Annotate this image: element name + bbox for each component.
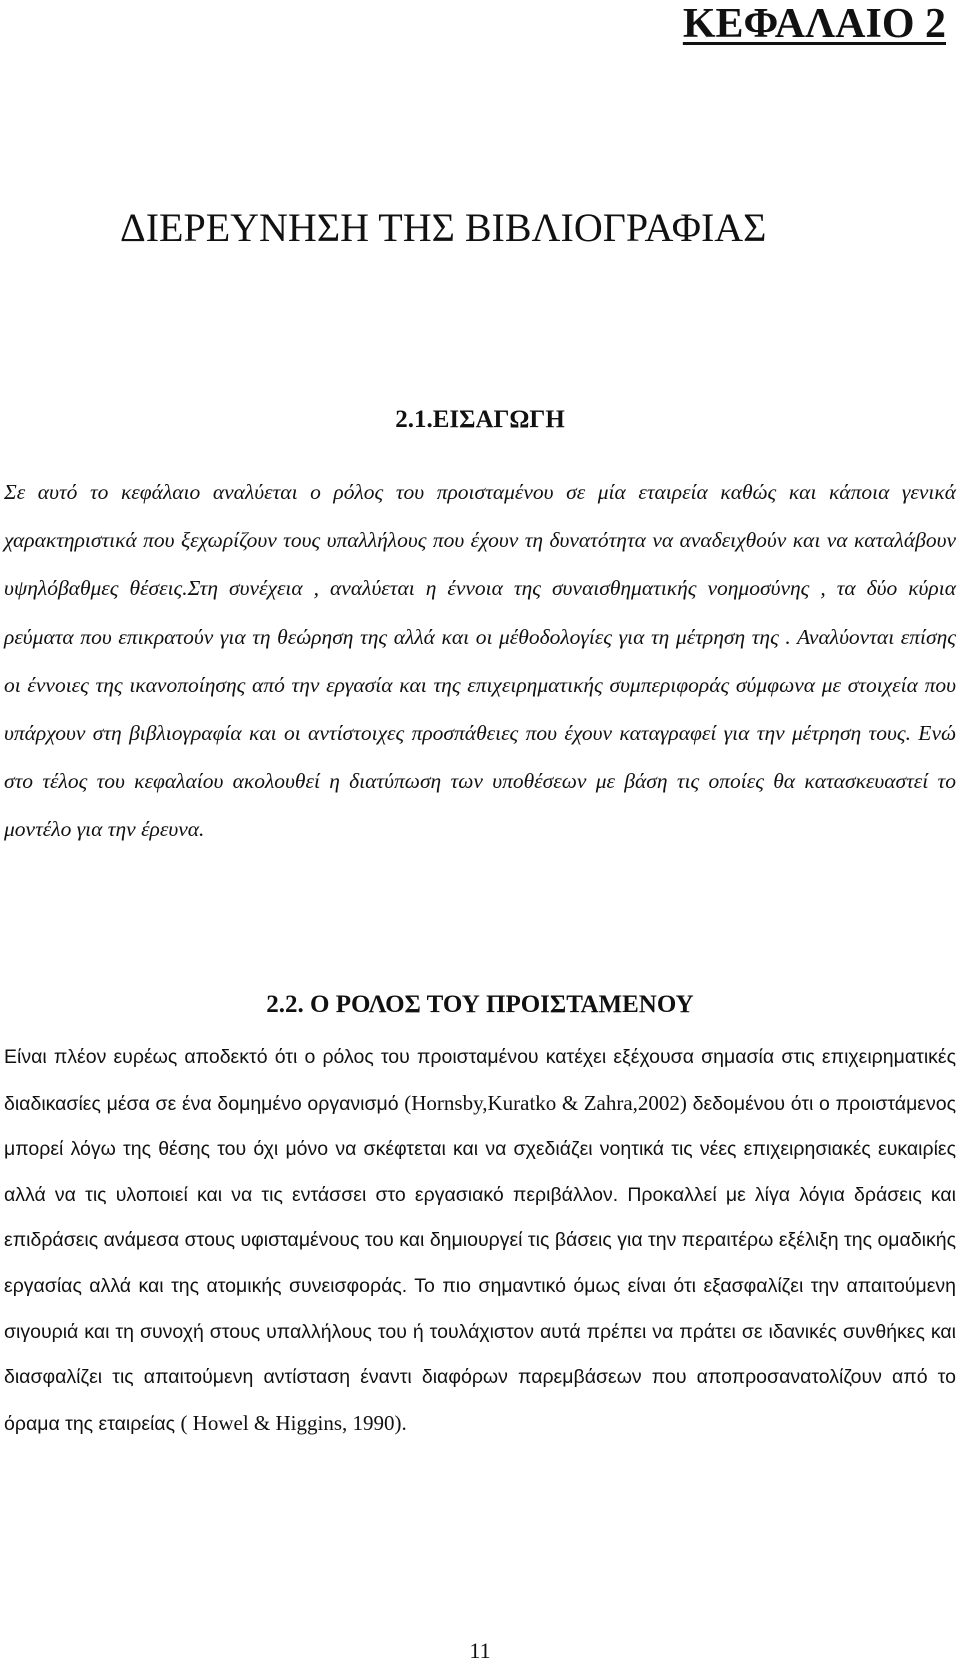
section-heading-introduction: 2.1.ΕΙΣΑΓΩΓΗ — [395, 406, 565, 433]
chapter-title: ΚΕΦΑΛΑΙΟ 2 — [682, 1, 946, 47]
paragraph-end-punctuation: . — [401, 1410, 407, 1435]
paragraph-text-part-2: δεδομένου ότι ο προιστάμενος μπορεί λόγω της θέσης του όχι μόνο να σκέφτεται και να σχεδιάζει νοητικά τις νέες επιχειρησιακές ευκαιρίες αλλά να τις υλοποιεί και να τις εντάσσει στο εργασιακό περιβάλλον. Προκαλλεί με λίγα λόγια δράσεις και επιδράσεις ανάμεσα στους υφισταμένους του και δημιουργεί τις βάσεις για την περαιτέρω εξέλιξη της ομαδικής εργασίας αλλά και της ατομικής συνεισφοράς. Το πιο σημαντικό όμως είναι ότι εξασφαλίζει την απαιτούμενη σιγουριά και τη συνοχή στους υπαλλήλους του ή τουλάχιστον αυτά πρέπει να πράτει σε ιδανικές συνθήκες και διασφαλίζει τις απαιτούμενη αντίσταση έναντι διαφόρων παρεμβάσεων που αποπροσανατολίζουν από το όραμα της εταιρείας — [4, 1092, 956, 1435]
role-of-manager-paragraph — [4, 1035, 956, 1447]
citation-howel-higgins: ( Howel & Higgins, 1990) — [180, 1410, 402, 1435]
citation-hornsby-kuratko-zahra: (Hornsby,Kuratko & Zahra,2002) — [404, 1090, 687, 1115]
page-number: 11 — [469, 1638, 491, 1663]
paragraph-text-part-1: Είναι πλέον ευρέως αποδεκτό ότι ο ρόλος του προισταμένου κατέχει εξέχουσα σημασία στις επιχειρηματικές διαδικασίες μέσα σε ένα δομημένο οργανισμό — [4, 1046, 956, 1115]
chapter-subtitle: ΔΙΕΡΕΥΝΗΣΗ ΤΗΣ ΒΙΒΛΙΟΓΡΑΦΙΑΣ — [120, 205, 767, 250]
introduction-paragraph: Σε αυτό το κεφάλαιο αναλύεται ο ρόλος του προισταμένου σε μία εταιρεία καθώς και κάποια γενικά χαρακτηριστικά που ξεχωρίζουν τους υπαλλήλους που έχουν τη δυνατότητα να αναδειχθούν και να καταλάβουν υψηλόβαθμες θέσεις.Στη συνέχεια , αναλύεται η έννοια της συναισθηματικής νοημοσύνης , τα δύο κύρια ρεύματα που επικρατούν για τη θεώρηση της αλλά και οι μέθοδολογίες για τη μέτρηση της . Αναλύονται επίσης οι έννοιες της ικανοποίησης από την εργασία και της επιχειρηματικής συμπεριφοράς σύμφωνα με στοιχεία που υπάρχουν στη βιβλιογραφία και οι αντίστοιχες προσπάθειες που έχουν καταγραφεί για την μέτρηση τους. Ενώ στο τέλος του κεφαλαίου ακολουθεί η διατύπωση των υποθέσεων με βάση τις οποίες θα κατασκευαστεί το μοντέλο για την έρευνα. — [4, 480, 956, 842]
section-heading-role-of-manager: 2.2. Ο ΡΟΛΟΣ ΤΟΥ ΠΡΟΙΣΤΑΜΕΝΟΥ — [266, 991, 694, 1018]
